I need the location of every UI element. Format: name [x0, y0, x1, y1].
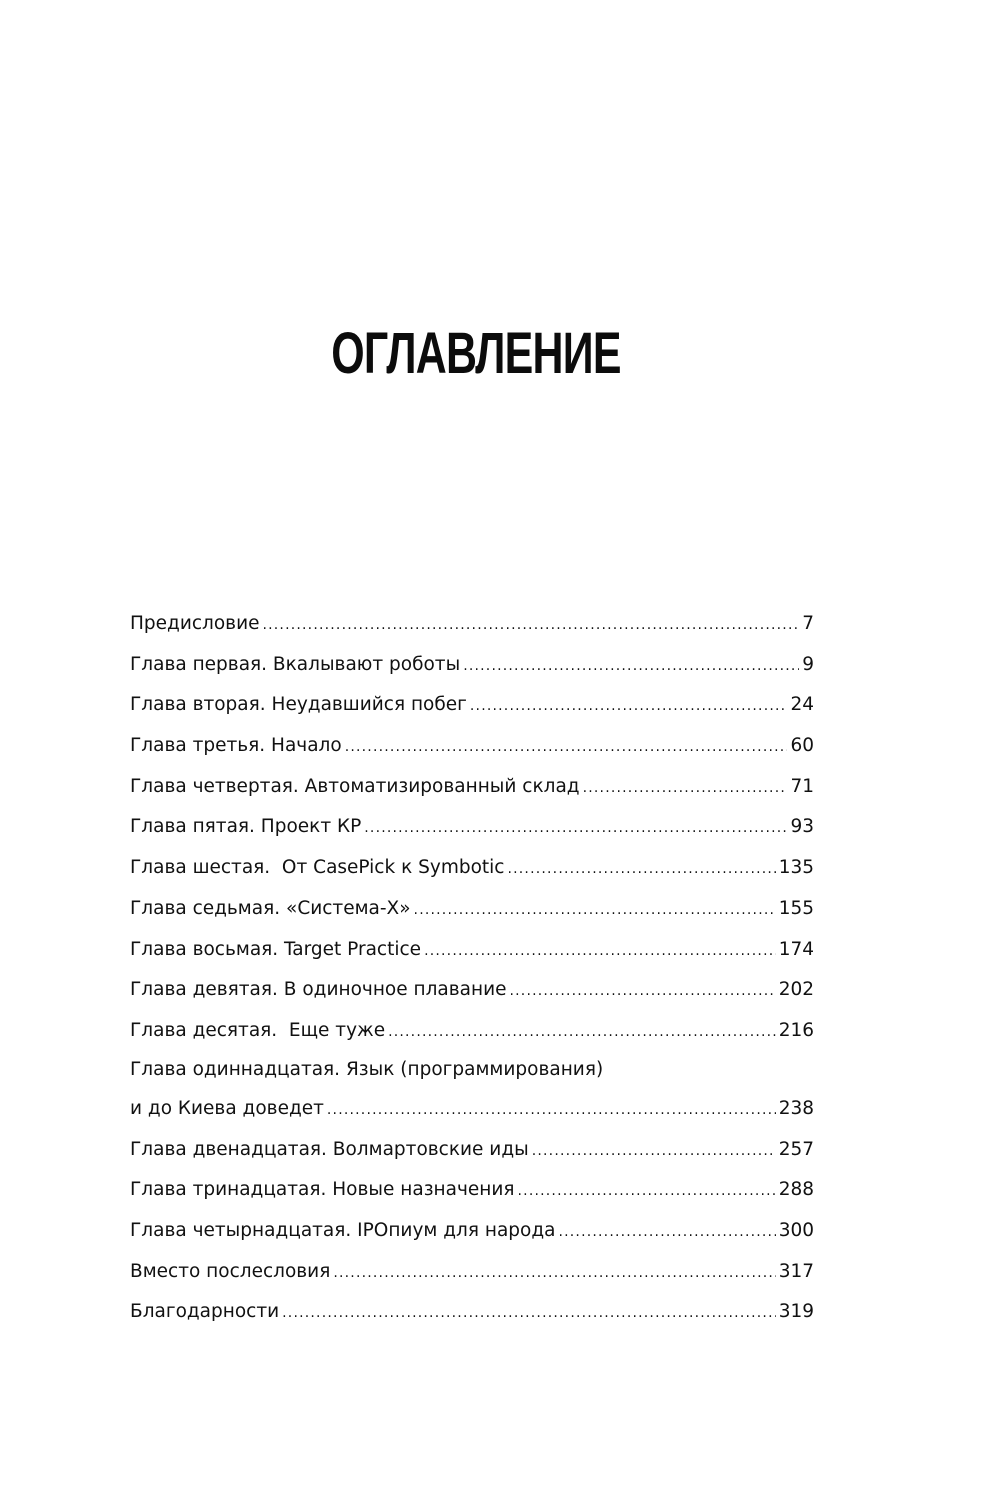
toc-page-number: 319	[778, 1301, 814, 1323]
dot-leader	[532, 1131, 776, 1172]
dot-leader	[507, 849, 775, 890]
toc-page-number: 317	[778, 1260, 814, 1282]
toc-entry-title: Глава девятая. В одиночное плавание	[130, 979, 507, 1001]
toc-entry	[130, 889, 814, 930]
toc-page-number: 135	[778, 857, 814, 879]
toc-entry	[130, 685, 814, 726]
toc-entry-title-line1: Глава одиннадцатая. Язык (программирования)	[130, 1058, 604, 1080]
toc-entry-title: Глава двенадцатая. Волмартовские иды	[130, 1138, 529, 1160]
toc-entry	[130, 1130, 814, 1171]
toc-entry-title: Глава четвертая. Автоматизированный склад	[130, 775, 580, 797]
toc-entry-title: Благодарности	[130, 1301, 280, 1323]
toc-entry	[130, 807, 814, 848]
dot-leader	[262, 605, 799, 646]
toc-page-number: 71	[790, 775, 814, 797]
toc-entry	[130, 1170, 814, 1211]
toc-entry-title: Глава шестая. От CasePick к Symbotic	[130, 857, 505, 879]
dot-leader	[364, 808, 787, 849]
toc-page-number: 60	[790, 735, 814, 757]
toc-page-number: 288	[778, 1179, 814, 1201]
dot-leader	[414, 890, 776, 931]
toc-entry-title: Глава пятая. Проект КР	[130, 816, 362, 838]
toc-entry-title: Глава десятая. Еще туже	[130, 1019, 386, 1041]
toc-entry	[130, 930, 814, 971]
page-title: ОГЛАВЛЕНИЕ	[331, 321, 621, 386]
toc-page-number: 24	[790, 694, 814, 716]
toc-page-number: 257	[778, 1138, 814, 1160]
toc-entry-title: Глава седьмая. «Система-Х»	[130, 897, 411, 919]
toc-entry	[130, 767, 814, 808]
toc-page-number: 93	[790, 816, 814, 838]
dot-leader	[327, 1089, 776, 1131]
toc-page-number: 202	[778, 979, 814, 1001]
toc-entry	[130, 1292, 814, 1333]
dot-leader	[583, 768, 788, 809]
toc-entry	[130, 726, 814, 767]
toc-entry	[130, 848, 814, 889]
toc-page-number: 174	[778, 938, 814, 960]
toc-page-number: 155	[778, 897, 814, 919]
dot-leader	[388, 1012, 776, 1053]
toc-page-number: 238	[778, 1097, 814, 1119]
toc-entry	[130, 1252, 814, 1293]
dot-leader	[345, 727, 788, 768]
toc-page-number: 216	[778, 1019, 814, 1041]
toc-page-number: 300	[778, 1219, 814, 1241]
toc-entry	[130, 970, 814, 1011]
dot-leader	[510, 971, 776, 1012]
toc-entry-title: Глава вторая. Неудавшийся побег	[130, 694, 467, 716]
toc-entry-title: и до Киева доведет	[130, 1097, 324, 1119]
toc-entry-title: Глава третья. Начало	[130, 735, 342, 757]
toc-entry	[130, 1011, 814, 1052]
dot-leader	[558, 1212, 775, 1253]
toc-page-number: 9	[802, 653, 814, 675]
toc-entry-title: Глава первая. Вкалывают роботы	[130, 653, 461, 675]
toc-entry-title: Глава восьмая. Target Practice	[130, 938, 422, 960]
toc-entry	[130, 604, 814, 645]
toc-entry	[130, 1052, 814, 1130]
toc-entry	[130, 645, 814, 686]
toc-entry-title: Предисловие	[130, 613, 260, 634]
toc-entry	[130, 1211, 814, 1252]
toc-entry-title: Вместо послесловия	[130, 1260, 331, 1282]
table-of-contents	[130, 604, 814, 1333]
dot-leader	[463, 646, 799, 687]
toc-entry-title: Глава четырнадцатая. IPOпиум для народа	[130, 1219, 556, 1241]
toc-page-number: 7	[802, 613, 814, 634]
dot-leader	[282, 1293, 776, 1334]
dot-leader	[470, 686, 788, 727]
dot-leader	[333, 1253, 775, 1294]
dot-leader	[424, 931, 776, 972]
dot-leader	[518, 1171, 776, 1212]
toc-entry-title: Глава тринадцатая. Новые назначения	[130, 1179, 515, 1201]
